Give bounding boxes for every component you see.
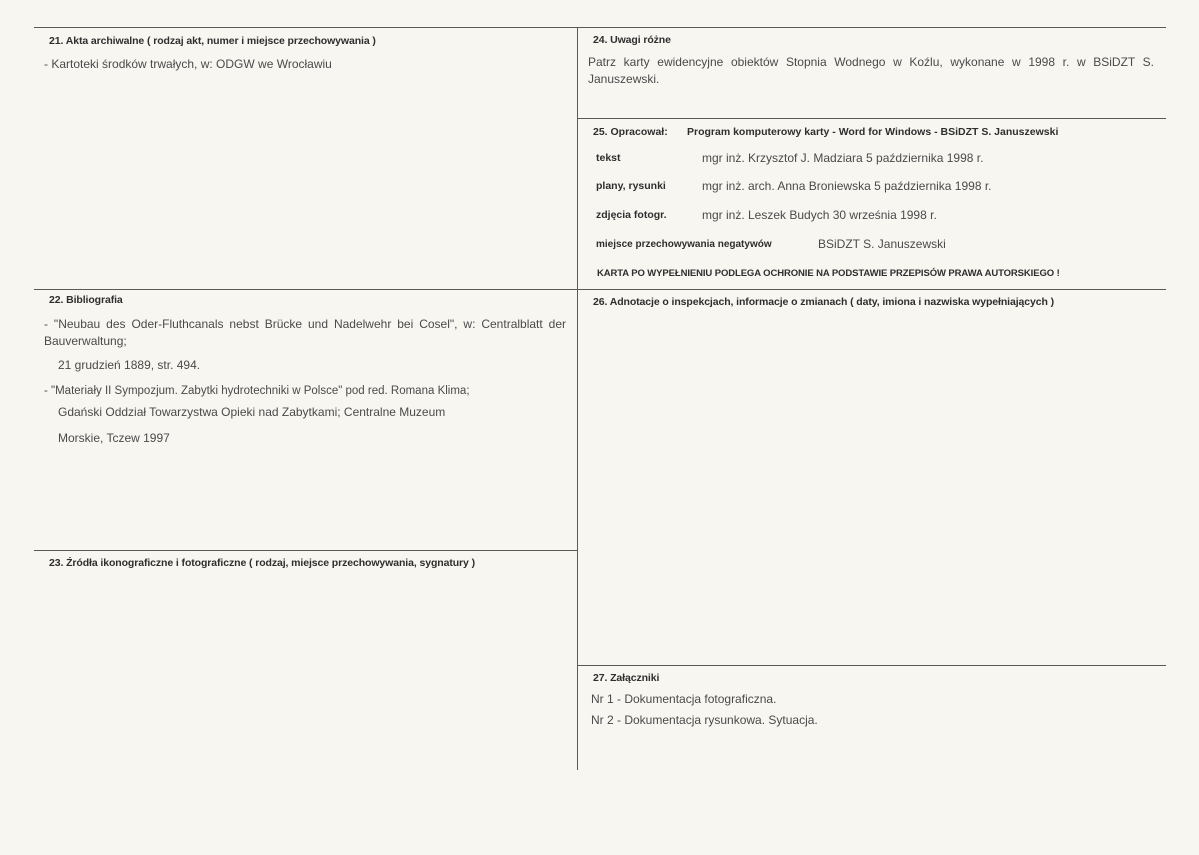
- bibliography-entry-1-date: 21 grudzień 1889, str. 494.: [58, 358, 201, 372]
- section-21-text: - Kartoteki środków trwałych, w: ODGW we Wrocławiu: [44, 57, 332, 71]
- copyright-warning: KARTA PO WYPEŁNIENIU PODLEGA OCHRONIE NA PODSTAWIE PRZEPISÓW PRAWA AUTORSKIEGO !: [597, 268, 1060, 279]
- bibliography-entry-2: - "Materiały II Sympozjum. Zabytki hydrotechniki w Polsce" pod red. Romana Klima;: [44, 385, 470, 397]
- author-row-label-plans: plany, rysunki: [596, 180, 666, 192]
- section-27-header: 27. Załączniki: [593, 672, 660, 684]
- attachment-item-1: Nr 1 - Dokumentacja fotograficzna.: [591, 692, 777, 706]
- section-22-header: 22. Bibliografia: [49, 294, 123, 306]
- divider-26-27: [578, 665, 1166, 666]
- negatives-location-label: miejsce przechowywania negatywów: [596, 239, 772, 250]
- program-info: Program komputerowy karty - Word for Windows - BSiDZT S. Januszewski: [687, 126, 1059, 138]
- divider-21-22: [34, 289, 578, 290]
- section-26-header: 26. Adnotacje o inspekcjach, informacje o zmianach ( daty, imiona i nazwiska wypełniających ): [593, 296, 1055, 308]
- section-25-label: 25. Opracował:: [593, 126, 668, 138]
- author-row-label-photos: zdjęcia fotogr.: [596, 209, 667, 221]
- section-23-header: 23. Źródła ikonograficzne i fotograficzne ( rodzaj, miejsce przechowywania, sygnatury ): [49, 557, 475, 569]
- author-row-label-text: tekst: [596, 152, 621, 164]
- negatives-location-value: BSiDZT S. Januszewski: [818, 237, 946, 251]
- bibliography-entry-1: - "Neubau des Oder-Fluthcanals nebst Brücke und Nadelwehr bei Cosel", w: Centralblatt der Bauverwaltung;: [44, 317, 566, 348]
- center-divider-line: [577, 27, 578, 770]
- author-row-value-photos: mgr inż. Leszek Budych 30 września 1998 r.: [702, 208, 937, 222]
- divider-22-23: [34, 550, 578, 551]
- author-row-value-text: mgr inż. Krzysztof J. Madziara 5 października 1998 r.: [702, 151, 984, 165]
- attachment-item-2: Nr 2 - Dokumentacja rysunkowa. Sytuacja.: [591, 713, 818, 727]
- section-24-header: 24. Uwagi różne: [593, 34, 671, 46]
- divider-24-25: [578, 118, 1166, 119]
- bibliography-entry-2-end: Morskie, Tczew 1997: [58, 431, 170, 445]
- author-row-value-plans: mgr inż. arch. Anna Broniewska 5 października 1998 r.: [702, 179, 992, 193]
- divider-25-26: [578, 289, 1166, 290]
- section-21-header: 21. Akta archiwalne ( rodzaj akt, numer i miejsce przechowywania ): [49, 35, 376, 47]
- section-24-text: Patrz karty ewidencyjne obiektów Stopnia Wodnego w Koźlu, wykonane w 1998 r. w BSiDZT S. Januszewski.: [588, 55, 1154, 86]
- bibliography-entry-2-cont: Gdański Oddział Towarzystwa Opieki nad Zabytkami; Centralne Muzeum: [58, 405, 446, 419]
- top-border-line: [34, 27, 1166, 28]
